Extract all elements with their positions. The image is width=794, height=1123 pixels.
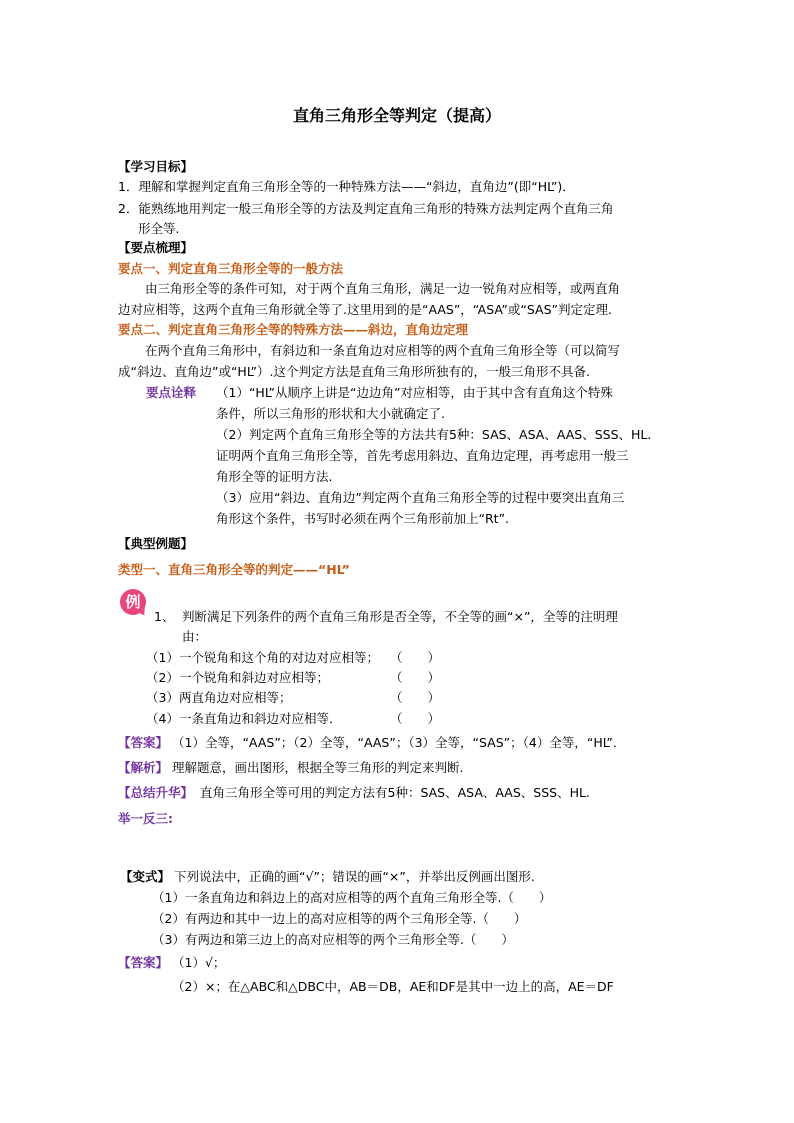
point1-line-2: 边对应相等，这两个直角三角形就全等了.这里用到的是“AAS”，“ASA”或“SAS”判定定理. — [118, 302, 612, 317]
note-line-2: 条件，所以三角形的形状和大小就确定了. — [216, 406, 445, 421]
notes-label: 要点诠释 — [146, 385, 197, 400]
example-item-2: （2）一个锐角和斜边对应相等； — [146, 670, 329, 685]
practice-label: 举一反三: — [118, 811, 173, 826]
section-learning-goals: 【学习目标】 — [118, 159, 194, 174]
point2-line-2: 成“斜边、直角边”或“HL”）.这个判定方法是直角三角形所独有的，一般三角形不具备. — [118, 364, 590, 379]
example-item-1: （1）一个锐角和这个角的对边对应相等； — [146, 650, 379, 665]
goal-2: 2．能熟练地用判定一般三角形全等的方法及判定直角三角形的特殊方法判定两个直角三角 — [118, 201, 614, 216]
summary-text: 直角三角形全等可用的判定方法有5种：SAS、ASA、AAS、SSS、HL. — [200, 785, 590, 800]
example-question: 判断满足下列条件的两个直角三角形是否全等，不全等的画“×”，全等的注明理 — [182, 609, 618, 624]
variant-label: 【变式】 — [120, 869, 171, 884]
example-question-cont: 由： — [182, 629, 208, 644]
example-number: 1、 — [154, 609, 175, 624]
example-item-4: （4）一条直角边和斜边对应相等． — [146, 711, 342, 726]
variant-question: 下列说法中，正确的画“√”；错误的画“×”，并举出反例画出图形. — [174, 869, 535, 884]
example-item-3-blank: （ ） — [390, 690, 441, 705]
section-key-points: 【要点梳理】 — [118, 240, 194, 255]
example-item-1-blank: （ ） — [390, 650, 441, 665]
note-line-3: （2）判定两个直角三角形全等的方法共有5种：SAS、ASA、AAS、SSS、HL. — [216, 427, 652, 442]
note-line-4: 证明两个直角三角形全等，首先考虑用斜边、直角边定理，再考虑用一般三 — [216, 448, 629, 463]
analysis-label: 【解析】 — [118, 760, 169, 775]
answer-label: 【答案】 — [118, 735, 169, 750]
variant-answer-label: 【答案】 — [118, 955, 169, 970]
point2-heading: 要点二、判定直角三角形全等的特殊方法——斜边，直角边定理 — [118, 322, 469, 337]
variant-item-1: （1）一条直角边和斜边上的高对应相等的两个直角三角形全等.（ ） — [152, 890, 552, 905]
example-badge-icon — [120, 589, 150, 619]
point1-line-1: 由三角形全等的条件可知，对于两个直角三角形，满足一边一锐角对应相等，或两直角 — [145, 281, 621, 296]
point1-heading: 要点一、判定直角三角形全等的一般方法 — [118, 261, 344, 276]
note-line-6: （3）应用“斜边、直角边”判定两个直角三角形全等的过程中要突出直角三 — [216, 490, 625, 505]
note-line-5: 角形全等的证明方法. — [216, 469, 333, 484]
summary-label: 【总结升华】 — [118, 785, 194, 800]
example-badge-char: 例 — [125, 593, 141, 611]
example-item-3: （3）两直角边对应相等； — [146, 690, 292, 705]
example-item-2-blank: （ ） — [390, 670, 441, 685]
analysis-text: 理解题意，画出图形，根据全等三角形的判定来判断. — [172, 760, 464, 775]
note-line-1: （1）“HL”从顺序上讲是“边边角”对应相等，由于其中含有直角这个特殊 — [216, 385, 613, 400]
variant-answer-2: （2）×；在△ABC和△DBC中，AB＝DB，AE和DF是其中一边上的高，AE＝DF — [172, 979, 614, 994]
goal-1: 1．理解和掌握判定直角三角形全等的一种特殊方法——“斜边，直角边”(即“HL”)． — [118, 179, 575, 194]
variant-answer-1: （1）√； — [172, 955, 226, 970]
section-examples: 【典型例题】 — [118, 536, 194, 551]
example-item-4-blank: （ ） — [390, 711, 441, 726]
answer-text: （1）全等，“AAS”；（2）全等，“AAS”；（3）全等，“SAS”；（4）全等，“HL”． — [172, 735, 626, 750]
goal-2-cont: 形全等. — [138, 221, 180, 236]
point2-line-1: 在两个直角三角形中，有斜边和一条直角边对应相等的两个直角三角形全等（可以简写 — [145, 343, 621, 358]
variant-item-3: （3）有两边和第三边上的高对应相等的两个三角形全等.（ ） — [152, 932, 514, 947]
note-line-7: 角形这个条件，书写时必须在两个三角形前加上“Rt”. — [216, 511, 510, 526]
variant-item-2: （2）有两边和其中一边上的高对应相等的两个三角形全等.（ ） — [152, 911, 527, 926]
type1-heading: 类型一、直角三角形全等的判定——“HL” — [118, 562, 350, 577]
page-title: 直角三角形全等判定（提高） — [292, 106, 501, 125]
